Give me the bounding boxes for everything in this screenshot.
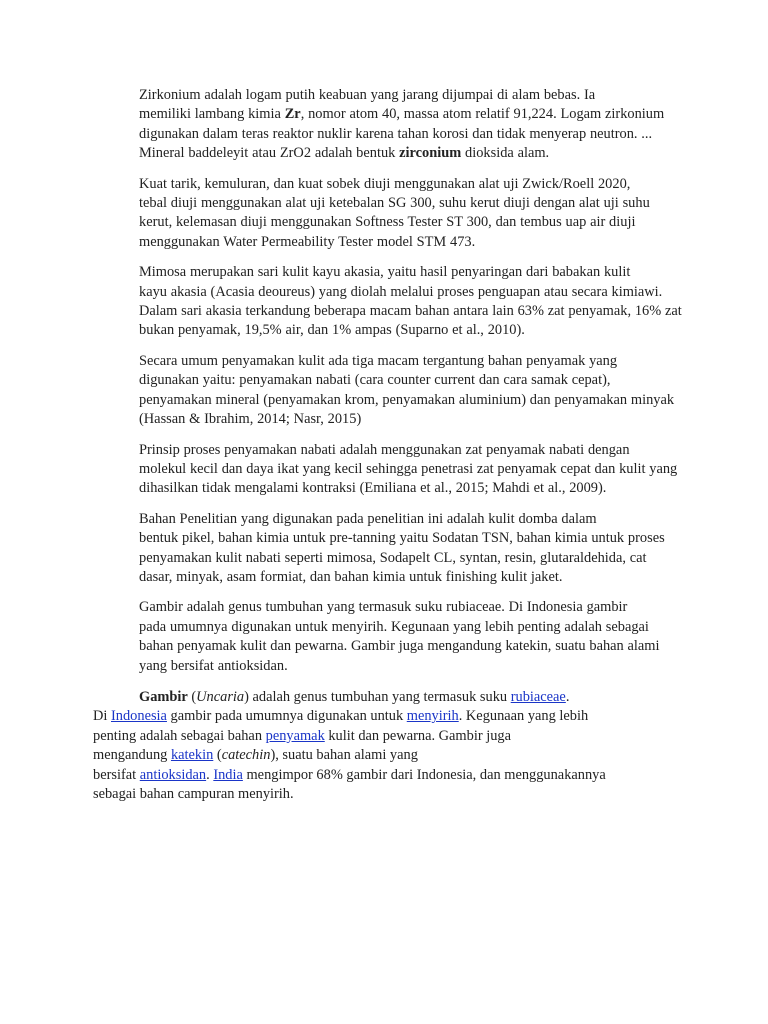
text-segment: ) adalah genus tumbuhan yang termasuk suku (244, 688, 511, 705)
text-line: bentuk pikel, bahan kimia untuk pre-tanning yaitu Sodatan TSN, bahan kimia untuk proses (139, 530, 665, 547)
italic-term-uncaria: Uncaria (196, 688, 245, 705)
text-line (93, 688, 679, 707)
text-segment: . Kegunaan yang lebih (458, 708, 589, 725)
text-segment: mengimpor 68% gambir dari Indonesia, dan menggunakannya (242, 766, 606, 783)
text-line: digunakan yaitu: penyamakan nabati (cara counter current dan cara samak cepat), (139, 372, 611, 389)
bold-term-zr: Zr (284, 106, 301, 123)
text-line: penyamakan mineral (penyamakan krom, penyamakan aluminium) dan penyamakan minyak (139, 391, 675, 408)
text-segment: ), suatu bahan alami yang (270, 747, 418, 764)
text-line (93, 746, 679, 765)
text-line: Mimosa merupakan sari kulit kayu akasia, yaitu hasil penyaringan dari babakan kulit (139, 264, 631, 281)
paragraph-kuat-tarik (93, 175, 679, 253)
text-segment: Di (93, 708, 111, 725)
link-rubiaceae[interactable]: rubiaceae (510, 688, 566, 705)
text-line: digunakan dalam teras reaktor nuklir karena tahan korosi dan tidak menyerap neutron. ... (139, 125, 653, 142)
paragraph-zirkonium (93, 86, 679, 164)
text-line: kayu akasia (Acasia deoureus) yang diolah melalui proses penguapan atau secara kimiawi. (139, 283, 663, 300)
paragraph-bahan-penelitian (93, 510, 679, 588)
text-segment: bersifat (93, 766, 140, 783)
text-line: penyamakan kulit nabati seperti mimosa, Sodapelt CL, syntan, resin, glutaraldehida, cat (139, 549, 647, 566)
text-line: bahan penyamak kulit dan pewarna. Gambir juga mengandung katekin, suatu bahan alami (139, 638, 660, 655)
text-segment: penting adalah sebagai bahan (93, 727, 266, 744)
text-line: Dalam sari akasia terkandung beberapa macam bahan antara lain 63% zat penyamak, 16% zat (139, 303, 682, 320)
link-india[interactable]: India (213, 766, 243, 783)
text-line: dasar, minyak, asam formiat, dan bahan kimia untuk finishing kulit jaket. (139, 568, 563, 585)
text-line: tebal diuji menggunakan alat uji ketebalan SG 300, suhu kerut diuji dengan alat uji suhu (139, 195, 650, 212)
text-line (93, 766, 679, 785)
text-line: menggunakan Water Permeability Tester model STM 473. (139, 233, 476, 250)
document-page (93, 86, 682, 819)
link-menyirih[interactable]: menyirih (406, 708, 459, 725)
text-line: yang bersifat antioksidan. (139, 657, 288, 674)
text-line: molekul kecil dan daya ikat yang kecil sehingga penetrasi zat penyamak cepat dan kulit yang (139, 460, 678, 477)
bold-term-zirconium: zirconium (399, 145, 462, 162)
text-segment: , nomor atom 40, massa atom relatif 91,224. Logam zirkonium (300, 106, 665, 123)
text-segment: mengandung (93, 747, 171, 764)
text-line: Kuat tarik, kemuluran, dan kuat sobek diuji menggunakan alat uji Zwick/Roell 2020, (139, 175, 631, 192)
text-line (93, 727, 679, 746)
text-line: bukan penyamak, 19,5% air, dan 1% ampas (Suparno et al., 2010). (139, 322, 525, 339)
text-line (93, 707, 679, 726)
text-line: dihasilkan tidak mengalami kontraksi (Emiliana et al., 2015; Mahdi et al., 2009). (139, 480, 607, 497)
paragraph-penyamakan (93, 352, 679, 430)
text-line: Zirkonium adalah logam putih keabuan yang jarang dijumpai di alam bebas. Ia (139, 87, 596, 103)
text-segment: kulit dan pewarna. Gambir juga (324, 727, 511, 744)
link-penyamak[interactable]: penyamak (265, 727, 325, 744)
text-line: pada umumnya digunakan untuk menyirih. Kegunaan yang lebih penting adalah sebagai (139, 618, 649, 635)
text-line: sebagai bahan campuran menyirih. (93, 786, 294, 802)
paragraph-mimosa (93, 263, 682, 341)
link-antioksidan[interactable]: antioksidan (139, 766, 207, 783)
text-segment: ( (187, 688, 197, 705)
bold-term-gambir: Gambir (139, 688, 188, 705)
text-segment: dioksida alam. (461, 145, 550, 162)
text-line (93, 105, 679, 124)
text-line: Gambir adalah genus tumbuhan yang termasuk suku rubiaceae. Di Indonesia gambir (139, 599, 628, 616)
paragraph-gambir-plain (93, 598, 679, 676)
text-segment: Mineral baddeleyit atau ZrO2 adalah bentuk (139, 145, 400, 162)
text-line: (Hassan & Ibrahim, 2014; Nasr, 2015) (139, 411, 362, 428)
paragraph-gambir-linked (93, 688, 679, 804)
text-line: Secara umum penyamakan kulit ada tiga macam tergantung bahan penyamak yang (139, 352, 618, 369)
text-line: Bahan Penelitian yang digunakan pada penelitian ini adalah kulit domba dalam (139, 510, 597, 527)
italic-term-catechin: catechin (221, 747, 271, 764)
link-indonesia[interactable]: Indonesia (111, 708, 167, 725)
text-line (93, 144, 679, 163)
link-katekin[interactable]: katekin (170, 747, 214, 764)
text-line: Prinsip proses penyamakan nabati adalah menggunakan zat penyamak nabati dengan (139, 441, 630, 458)
text-segment: ( (213, 747, 222, 764)
text-segment: . (206, 766, 214, 783)
text-segment: . (565, 688, 570, 705)
paragraph-prinsip (93, 441, 679, 499)
text-line: kerut, kelemasan diuji menggunakan Softness Tester ST 300, dan tembus uap air diuji (139, 214, 636, 231)
text-segment: memiliki lambang kimia (139, 106, 285, 123)
text-segment: gambir pada umumnya digunakan untuk (166, 708, 407, 725)
